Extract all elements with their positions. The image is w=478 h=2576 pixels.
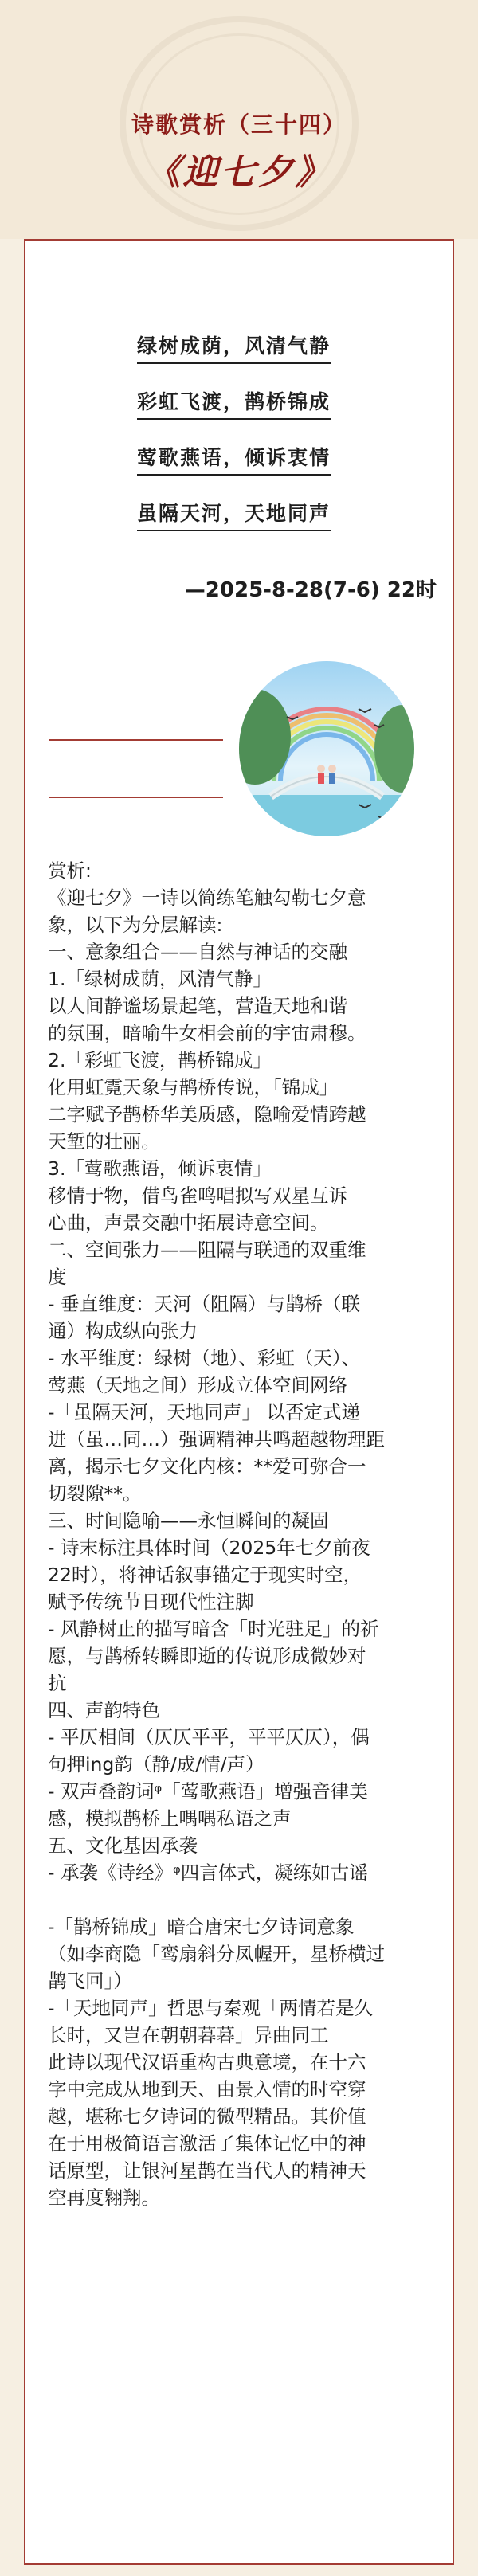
analysis-line: -「天地同声」哲思与秦观「两情若是久	[48, 1997, 373, 2019]
analysis-line: 五、文化基因承袭	[48, 1834, 198, 1857]
analysis-line: 在于用极简语言激活了集体记忆中的神	[48, 2132, 366, 2155]
analysis-line: 抗	[48, 1672, 67, 1694]
analysis-line: -「虽隔天河，天地同声」 以否定式递	[48, 1401, 360, 1423]
analysis-line: 句押ing韵（静/成/情/声）	[48, 1753, 264, 1775]
analysis-line: 切裂隙**。	[48, 1482, 142, 1505]
analysis-line: 以人间静谧场景起笔，营造天地和谐	[48, 995, 347, 1017]
analysis-line: -「鹊桥锦成」暗合唐宋七夕诗词意象	[48, 1916, 355, 1938]
analysis-line: - 风静树止的描写暗含「时光驻足」的祈	[48, 1618, 379, 1640]
illustration-svg	[239, 661, 414, 836]
analysis-line: 天堑的壮丽。	[48, 1130, 160, 1153]
analysis-line: 1.「绿树成荫，风清气静」	[48, 968, 272, 990]
analysis-line: - 垂直维度：天河（阻隔）与鹊桥（联	[48, 1293, 360, 1315]
qixi-bridge-illustration	[239, 661, 414, 836]
analysis-line: 《迎七夕》一诗以简练笔触勾勒七夕意	[48, 887, 366, 909]
poem-title: 《迎七夕》	[145, 152, 333, 193]
analysis-line: - 平仄相间（仄仄平平，平平仄仄），偶	[48, 1726, 370, 1748]
analysis-line: 移情于物，借鸟雀鸣唱拟写双星互诉	[48, 1184, 347, 1207]
analysis-line: 3.「莺歌燕语，倾诉衷情」	[48, 1157, 272, 1180]
divider-line	[49, 797, 223, 798]
poem-line: 绿树成荫，风清气静	[137, 331, 331, 364]
analysis-line: 感，模拟鹊桥上喁喁私语之声	[48, 1807, 292, 1830]
analysis-line: 离，揭示七夕文化内核：**爱可弥合一	[48, 1455, 366, 1478]
analysis-line: 心曲，声景交融中拓展诗意空间。	[48, 1212, 329, 1234]
poem-date: —2025-8-28(7-6) 22时	[184, 578, 437, 602]
analysis-line: 通）构成纵向张力	[48, 1320, 198, 1342]
analysis-line: 空再度翱翔。	[48, 2186, 160, 2209]
analysis-line: - 双声叠韵词ᵠ「莺歌燕语」增强音律美	[48, 1780, 368, 1803]
analysis-line: 越，堪称七夕诗词的微型精品。其价值	[48, 2105, 366, 2128]
analysis-line: 度	[48, 1266, 67, 1288]
analysis-line: 的氛围，暗喻牛女相会前的宇宙肃穆。	[48, 1022, 366, 1044]
analysis-line: 鹊飞回」）	[48, 1970, 132, 1992]
divider-line	[49, 739, 223, 741]
analysis-line: 赏析:	[48, 859, 92, 882]
analysis-line: 赋予传统节日现代性注脚	[48, 1591, 254, 1613]
analysis-line: 化用虹霓天象与鹊桥传说，「锦成」	[48, 1076, 339, 1098]
analysis-line: 二字赋予鹊桥华美质感，隐喻爱情跨越	[48, 1103, 366, 1126]
poem-line: 彩虹飞渡，鹊桥锦成	[137, 386, 331, 420]
poem	[137, 331, 331, 554]
analysis-line: 22时），将神话叙事锚定于现实时空，	[48, 1564, 362, 1586]
analysis-line: 长时，又岂在朝朝暮暮」异曲同工	[48, 2024, 329, 2046]
header-banner	[0, 0, 478, 239]
analysis-line	[48, 1886, 437, 1913]
analysis-line: 此诗以现代汉语重构古典意境，在十六	[48, 2051, 366, 2073]
analysis-line: 字中完成从地到天、由景入情的时空穿	[48, 2078, 366, 2100]
analysis-line: （如李商隐「鸾扇斜分凤幄开，星桥横过	[48, 1943, 385, 1965]
analysis-line: 象，以下为分层解读:	[48, 914, 223, 936]
analysis-line: - 承袭《诗经》ᵠ四言体式，凝练如古谣	[48, 1862, 368, 1884]
analysis-line: 话原型，让银河星鹊在当代人的精神天	[48, 2159, 366, 2182]
analysis-line: 三、时间隐喻——永恒瞬间的凝固	[48, 1509, 329, 1532]
analysis-line: 2.「彩虹飞渡，鹊桥锦成」	[48, 1049, 272, 1071]
analysis-line: 四、声韵特色	[48, 1699, 160, 1721]
series-title: 诗歌赏析（三十四）	[131, 112, 347, 138]
analysis-line: 莺燕（天地之间）形成立体空间网络	[48, 1374, 347, 1396]
analysis-line: 愿，与鹊桥转瞬即逝的传说形成微妙对	[48, 1645, 366, 1667]
analysis-line: - 水平维度：绿树（地）、彩虹（天）、	[48, 1347, 360, 1369]
analysis-line: 进（虽…同…）强调精神共鸣超越物理距	[48, 1428, 385, 1450]
analysis-line: 二、空间张力——阻隔与联通的双重维	[48, 1239, 366, 1261]
analysis-line: - 诗末标注具体时间（2025年七夕前夜	[48, 1537, 370, 1559]
analysis-line: 一、意象组合——自然与神话的交融	[48, 941, 347, 963]
analysis-text	[48, 857, 437, 2211]
poem-line: 莺歌燕语，倾诉衷情	[137, 442, 331, 476]
poem-line: 虽隔天河，天地同声	[137, 498, 331, 531]
